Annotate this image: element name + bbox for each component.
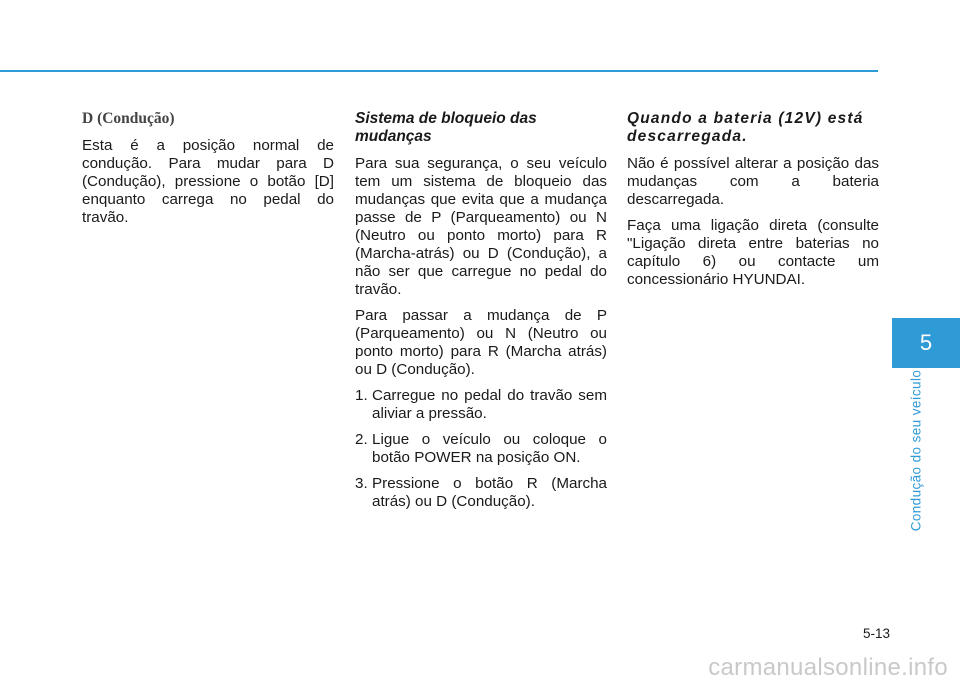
top-rule [0,70,878,72]
step-number: 1. [355,387,368,404]
steps-list [355,387,607,511]
chapter-tab [892,318,960,368]
paragraph: Para passar a mudança de P (Parqueamento) ou N (Neutro ou ponto morto) para R (Marcha atrás) ou D (Condução). [355,307,607,378]
paragraph: Esta é a posição normal de condução. Para mudar para D (Condução), pressione o botão [D] enquanto carrega no pedal do travão. [82,137,334,226]
step-text: Ligue o veículo ou coloque o botão POWER na posição ON. [372,431,607,466]
paragraph: Para sua segurança, o seu veículo tem um sistema de bloqueio das mudanças que evita que a mudança passe de P (Parqueamento) ou N (Neutro ou ponto morto) para R (Marcha-atrás) ou D (Condução), a não ser que carregue no pedal do travão. [355,155,607,298]
section-heading-battery: Quando a bateria (12V) está descarregada. [627,110,864,145]
column-1 [82,110,334,235]
watermark: carmanualsonline.info [708,654,948,681]
list-item [355,387,607,423]
chapter-title: Condução do seu veículo [908,369,924,531]
section-heading-shift-lock: Sistema de bloqueio das mudanças [355,110,537,145]
step-number: 3. [355,475,368,492]
paragraph: Faça uma ligação direta (consulte "Ligação direta entre baterias no capítulo 6) ou contacte um concessionário HYUNDAI. [627,217,879,288]
chapter-title-vertical [903,370,929,530]
paragraph: Não é possível alterar a posição das mudanças com a bateria descarregada. [627,155,879,208]
chapter-number: 5 [919,330,933,355]
section-heading-drive: D (Condução) [82,110,175,127]
step-text: Pressione o botão R (Marcha atrás) ou D (Condução). [372,475,607,510]
page-number: 5-13 [862,626,890,641]
step-number: 2. [355,431,368,448]
column-3 [627,110,879,297]
list-item [355,431,607,467]
step-text: Carregue no pedal do travão sem aliviar a pressão. [372,387,607,422]
list-item [355,475,607,511]
column-2 [355,110,607,519]
